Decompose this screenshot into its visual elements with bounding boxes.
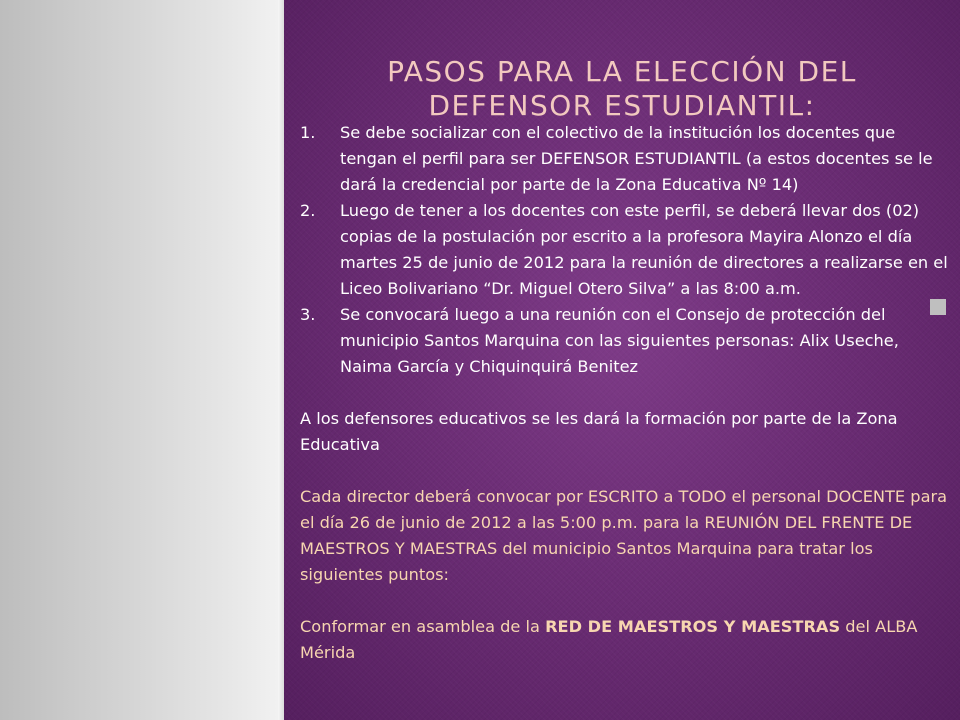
paragraph-assembly [300,614,950,666]
step-text: Se debe socializar con el colectivo de la institución los docentes que tengan el perfil para ser DEFENSOR ESTUDIANTIL (a estos docentes se le dará la credencial por parte de la Zona Educativa Nº 14) [340,123,933,194]
assembly-suffix: del ALBA Mérida [300,617,918,662]
step-number: 3. [300,305,316,324]
steps-list [300,120,950,380]
paragraph-convocation: Cada director deberá convocar por ESCRITO a TODO el personal DOCENTE para el día 26 de junio de 2012 a las 5:00 p.m. para la REUNIÓN DEL FRENTE DE MAESTROS Y MAESTRAS del municipio Santos Marquina para tratar los siguientes puntos: [300,487,948,584]
step-text: Se convocará luego a una reunión con el Consejo de protección del municipio Santos Marquina con las siguientes personas: Alix Useche, Naima García y Chiquinquirá Benitez [340,305,899,376]
step-number: 2. [300,201,316,220]
left-gray-panel [0,0,282,720]
step-item [300,302,950,380]
assembly-prefix: Conformar en asamblea de la [300,617,546,636]
step-text: Luego de tener a los docentes con este perfil, se deberá llevar dos (02) copias de la postulación por escrito a la profesora Mayira Alonzo el día martes 25 de junio de 2012 para la reunión de directores a realizarse en el Liceo Bolivariano “Dr. Miguel Otero Silva” a las 8:00 a.m. [340,201,948,298]
slide-title-line-2: DEFENSOR ESTUDIANTIL: [428,88,816,122]
slide-title [284,55,960,123]
step-item [300,120,950,198]
step-item [300,198,950,302]
spacer [300,458,950,484]
slide-body [300,120,950,666]
slide-title-line-1: PASOS PARA LA ELECCIÓN DEL [387,54,857,88]
step-number: 1. [300,123,316,142]
spacer [300,588,950,614]
paragraph-training: A los defensores educativos se les dará la formación por parte de la Zona Educativa [300,409,898,454]
assembly-network-name: RED DE MAESTROS Y MAESTRAS [545,617,841,636]
spacer [300,380,950,406]
